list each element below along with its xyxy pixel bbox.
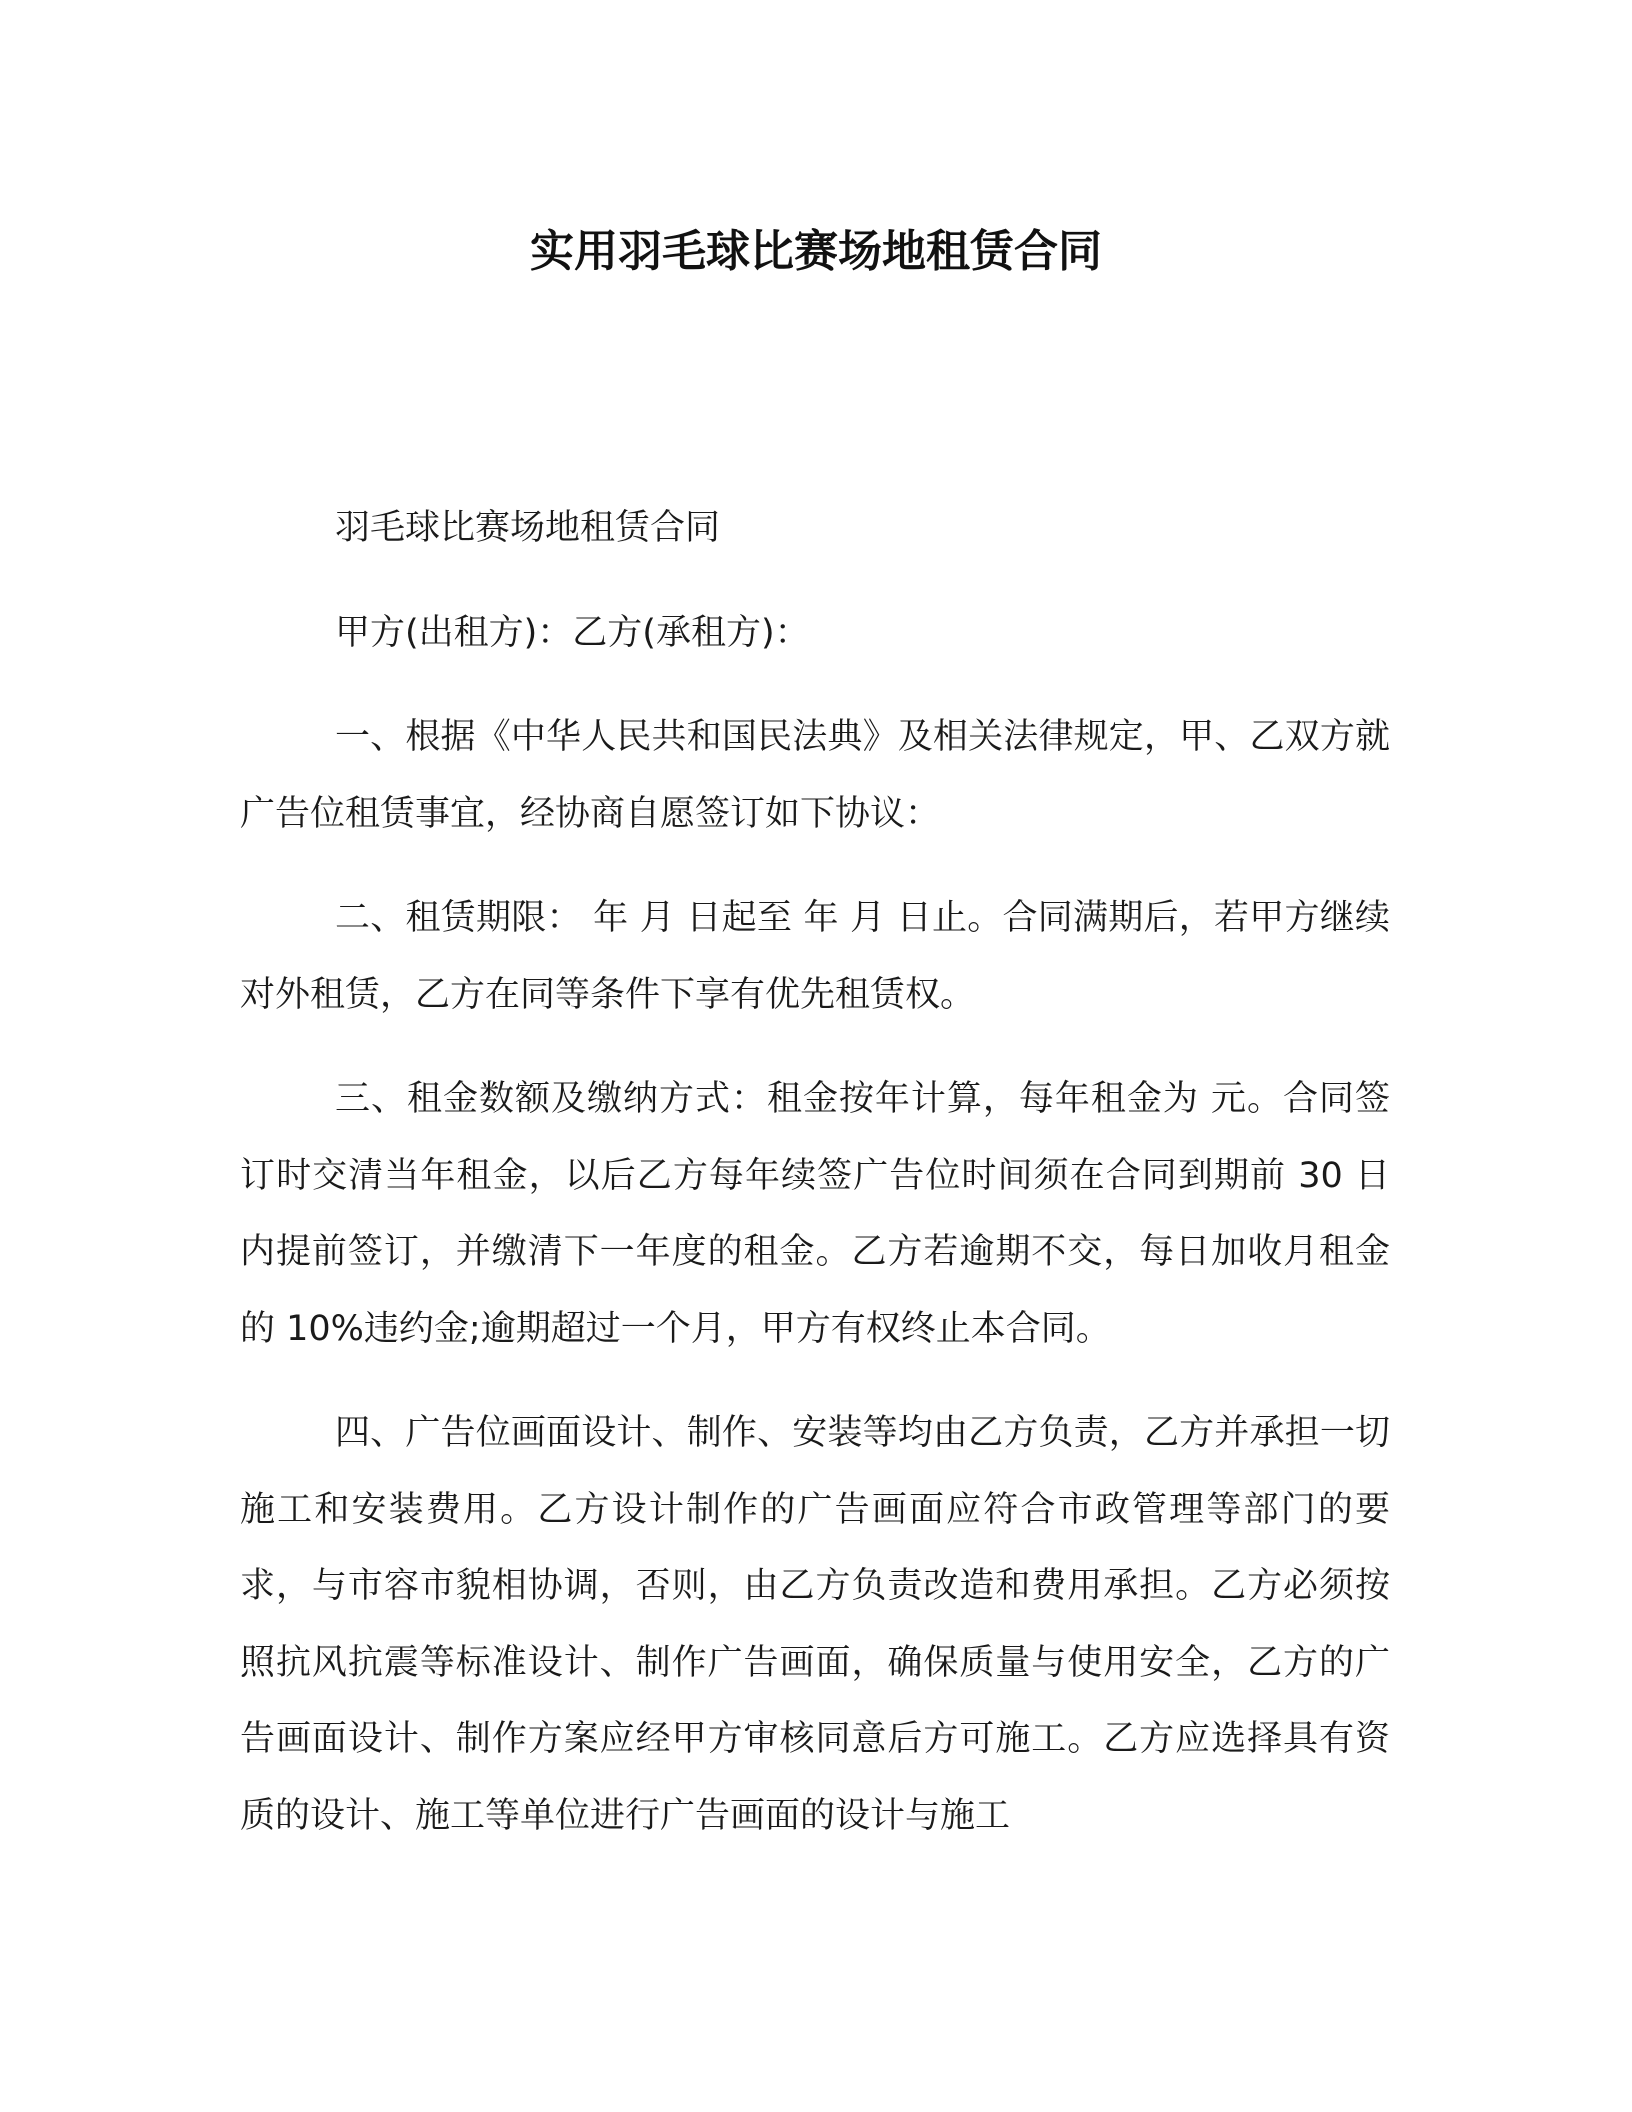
clause-3: 三、租金数额及缴纳方式：租金按年计算，每年租金为 元。合同签订时交清当年租金，以后乙方每年续签广告位时间须在合同到期前 30 日内提前签订，并缴清下一年度的租金。乙方若逾期不交，每日加收月租金的 10%违约金;逾期超过一个月，甲方有权终止本合同。 [240,1079,1390,1349]
clause-4: 四、广告位画面设计、制作、安装等均由乙方负责，乙方并承担一切施工和安装费用。乙方设计制作的广告画面应符合市政管理等部门的要求，与市容市貌相协调，否则，由乙方负责改造和费用承担。乙方必须按照抗风抗震等标准设计、制作广告画面，确保质量与使用安全，乙方的广告画面设计、制作方案应经甲方审核同意后方可施工。乙方应选择具有资质的设计、施工等单位进行广告画面的设计与施工 [240,1413,1390,1836]
clause-1: 一、根据《中华人民共和国民法典》及相关法律规定，甲、乙双方就广告位租赁事宜，经协商自愿签订如下协议： [240,717,1390,834]
contract-subtitle: 羽毛球比赛场地租赁合同 [335,508,721,548]
document-title: 实用羽毛球比赛场地租赁合同 [530,226,1102,277]
parties-line: 甲方(出租方)：乙方(承租方)： [335,612,810,653]
document-body [240,490,1390,1882]
clause-2: 二、租赁期限： 年 月 日起至 年 月 日止。合同满期后，若甲方继续对外租赁，乙方在同等条件下享有优先租赁权。 [240,898,1390,1015]
